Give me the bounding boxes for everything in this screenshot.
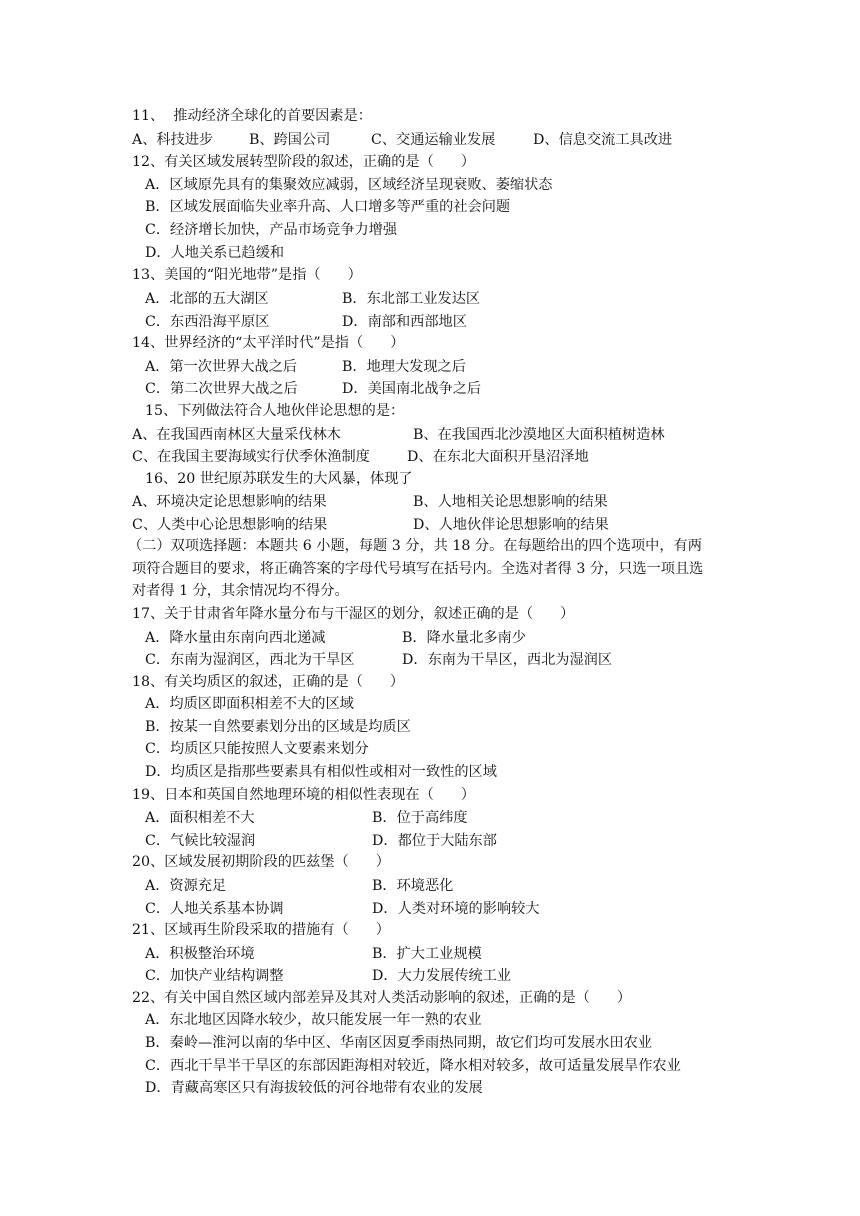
q14-option-d: D．美国南北战争之后 — [342, 381, 482, 397]
q15-stem: 15、下列做法符合人地伙伴论思想的是： — [145, 403, 405, 419]
q16-row1 — [0, 491, 860, 511]
q13-option-c: C．东西沿海平原区 — [145, 314, 270, 330]
q16-option-d: D、人地伙伴论思想影响的结果 — [413, 517, 609, 533]
q18-option-c: C．均质区只能按照人文要素来划分 — [145, 741, 369, 757]
q17-option-c: C．东南为湿润区，西北为干旱区 — [145, 652, 355, 668]
q15-option-b: B、在我国西北沙漠地区大面积植树造林 — [413, 427, 665, 443]
q22-stem: 22、有关中国自然区域内部差异及其对人类活动影响的叙述，正确的是（ ） — [132, 990, 632, 1006]
q13-option-a: A．北部的五大湖区 — [145, 291, 269, 307]
q12-option-d: D．人地关系已趋缓和 — [145, 245, 285, 261]
q20-option-a: A．资源充足 — [145, 878, 227, 894]
q19-option-c: C．气候比较湿润 — [145, 833, 256, 849]
q17-row2 — [0, 649, 860, 669]
q21-stem: 21、区域再生阶段采取的措施有（ ） — [132, 922, 390, 938]
q11-option-a: A、科技进步 — [132, 132, 214, 148]
q11-option-c: C、交通运输业发展 — [371, 132, 496, 148]
q19-option-b: B．位于高纬度 — [372, 810, 468, 826]
q19-option-a: A．面积相差不大 — [145, 810, 255, 826]
q14-stem: 14、世界经济的“太平洋时代”是指（ ） — [132, 335, 405, 351]
q18-option-d: D．均质区是指那些要素具有相似性或相对一致性的区域 — [145, 764, 497, 780]
q19-option-d: D．都位于大陆东部 — [372, 833, 497, 849]
q15-option-d: D、在东北大面积开垦沼泽地 — [407, 449, 589, 465]
q17-stem: 17、关于甘肃省年降水量分布与干湿区的划分，叙述正确的是（ ） — [132, 606, 575, 622]
q13-option-d: D．南部和西部地区 — [342, 314, 467, 330]
q19-stem: 19、日本和英国自然地理环境的相似性表现在（ ） — [132, 787, 476, 803]
q15-row2 — [0, 446, 860, 466]
q11-stem: 11、 推动经济全球化的首要因素是： — [132, 108, 372, 124]
q14-row2 — [0, 378, 860, 398]
q19-row2 — [0, 830, 860, 850]
section2-instructions-line3: 对者得 1 分，其余情况均不得分。 — [132, 583, 349, 599]
q22-option-b: B．秦岭—淮河以南的华中区、华南区因夏季雨热同期，故它们均可发展水田农业 — [145, 1035, 652, 1051]
q14-option-a: A．第一次世界大战之后 — [145, 359, 298, 375]
q22-option-a: A．东北地区因降水较少，故只能发展一年一熟的农业 — [145, 1012, 482, 1028]
q22-option-c: C．西北干旱半干旱区的东部因距海相对较近，降水相对较多，故可适量发展旱作农业 — [145, 1058, 681, 1074]
q16-option-b: B、人地相关论思想影响的结果 — [413, 494, 608, 510]
q13-row2 — [0, 311, 860, 331]
q15-option-a: A、在我国西南林区大量采伐林木 — [132, 427, 341, 443]
q20-option-d: D．人类对环境的影响较大 — [372, 901, 540, 917]
q18-option-b: B．按某一自然要素划分出的区域是均质区 — [145, 719, 411, 735]
q21-option-a: A．积极整治环境 — [145, 946, 255, 962]
q20-option-c: C．人地关系基本协调 — [145, 901, 284, 917]
q22-option-d: D．青藏高寒区只有海拔较低的河谷地带有农业的发展 — [145, 1080, 483, 1096]
q13-stem: 13、美国的“阳光地带”是指（ ） — [132, 267, 362, 283]
q13-row1 — [0, 288, 860, 308]
q17-option-d: D．东南为干旱区，西北为湿润区 — [402, 652, 613, 668]
q17-option-a: A．降水量由东南向西北递减 — [145, 630, 326, 646]
q16-row2 — [0, 514, 860, 534]
q19-row1 — [0, 807, 860, 827]
q11-options — [0, 129, 860, 149]
q17-row1 — [0, 627, 860, 647]
q18-stem: 18、有关均质区的叙述，正确的是（ ） — [132, 674, 405, 690]
q18-option-a: A．均质区即面积相差不大的区域 — [145, 696, 354, 712]
q20-stem: 20、区域发展初期阶段的匹兹堡（ ） — [132, 854, 390, 870]
q15-option-c: C、在我国主要海域实行伏季休渔制度 — [132, 449, 370, 465]
q14-option-c: C．第二次世界大战之后 — [145, 381, 298, 397]
q15-row1 — [0, 424, 860, 444]
q12-option-c: C．经济增长加快，产品市场竞争力增强 — [145, 222, 398, 238]
q16-stem: 16、20 世纪原苏联发生的大风暴，体现了 — [145, 471, 413, 487]
q11-option-b: B、跨国公司 — [249, 132, 331, 148]
q21-option-c: C．加快产业结构调整 — [145, 968, 284, 984]
section2-instructions-line1: （二）双项选择题：本题共 6 小题，每题 3 分，共 18 分。在每题给出的四个选项中，有两 — [128, 538, 702, 554]
q13-option-b: B．东北部工业发达区 — [342, 291, 481, 307]
q20-option-b: B．环境恶化 — [372, 878, 454, 894]
q12-option-b: B．区域发展面临失业率升高、人口增多等严重的社会问题 — [145, 199, 511, 215]
q14-row1 — [0, 356, 860, 376]
q16-option-a: A、环境决定论思想影响的结果 — [132, 494, 327, 510]
q20-row1 — [0, 875, 860, 895]
q21-row2 — [0, 965, 860, 985]
q12-stem: 12、有关区域发展转型阶段的叙述，正确的是（ ） — [132, 154, 476, 170]
q17-option-b: B．降水量北多南少 — [402, 630, 526, 646]
q21-option-b: B．扩大工业规模 — [372, 946, 482, 962]
section2-instructions-line2: 项符合题目的要求，将正确答案的字母代号填写在括号内。全选对者得 3 分，只选一项且选 — [132, 561, 704, 577]
q21-row1 — [0, 943, 860, 963]
q11-option-d: D、信息交流工具改进 — [533, 132, 673, 148]
q14-option-b: B．地理大发现之后 — [342, 359, 466, 375]
q12-option-a: A．区域原先具有的集聚效应减弱，区域经济呈现衰败、萎缩状态 — [145, 177, 553, 193]
q21-option-d: D．大力发展传统工业 — [372, 968, 512, 984]
q16-option-c: C、人类中心论思想影响的结果 — [132, 517, 328, 533]
q20-row2 — [0, 898, 860, 918]
